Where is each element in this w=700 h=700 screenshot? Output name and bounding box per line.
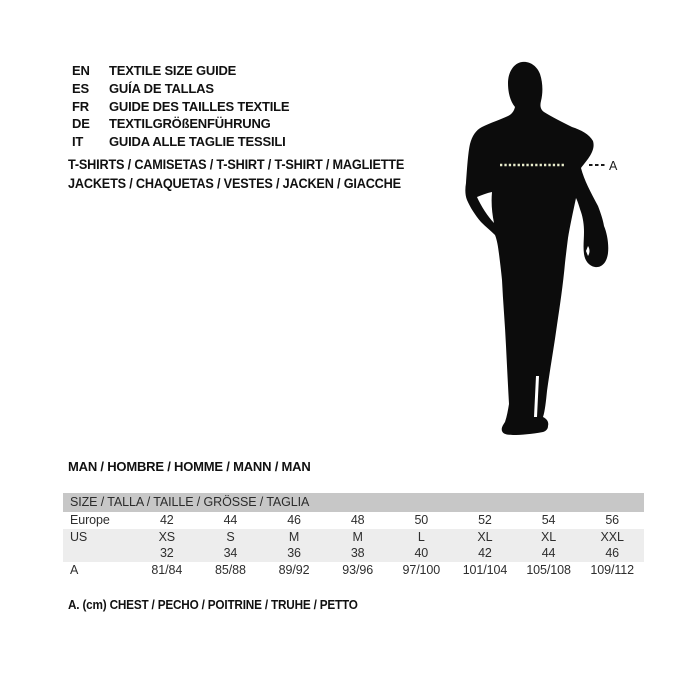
cell: 48	[350, 513, 365, 527]
language-code: EN	[72, 63, 90, 78]
language-label: GUÍA DE TALLAS	[109, 80, 214, 96]
man-silhouette	[465, 62, 608, 435]
cell: 89/92	[278, 562, 310, 577]
cell: 38	[350, 546, 365, 560]
cell: 42	[159, 513, 174, 527]
cell: L	[417, 529, 425, 544]
cell: XL	[541, 529, 557, 544]
section-title: MAN / HOMBRE / HOMME / MANN / MAN	[68, 459, 311, 474]
cell: 40	[414, 546, 429, 560]
size-table	[63, 493, 644, 578]
measurement-footnote	[68, 598, 376, 612]
language-code: IT	[72, 134, 84, 150]
language-label: TEXTILGRÖßENFÜHRUNG	[109, 116, 271, 132]
figure	[458, 56, 625, 446]
cell: XXL	[600, 529, 624, 544]
row-label: US	[70, 529, 88, 544]
language-code: FR	[72, 98, 89, 114]
language-label: TEXTILE SIZE GUIDE	[109, 63, 237, 78]
cell: 32	[159, 546, 174, 560]
table-row-us	[63, 529, 644, 546]
cell: 101/104	[462, 562, 508, 577]
cell: 109/112	[590, 562, 634, 577]
product-line-tshirts: T-SHIRTS / CAMISETAS / T-SHIRT / T-SHIRT / MAGLIETTE	[68, 157, 405, 172]
cell: 46	[605, 546, 620, 560]
cell: 36	[287, 546, 301, 560]
language-legend	[72, 64, 289, 149]
language-label: GUIDA ALLE TAGLIE TESSILI	[109, 134, 286, 150]
cell: 44	[223, 513, 238, 527]
cell: 42	[478, 546, 492, 560]
table-row-europe	[63, 512, 644, 529]
footnote-text: A. (cm) CHEST / PECHO / POITRINE / TRUHE / PETTO	[68, 598, 358, 612]
cell: 105/108	[526, 562, 571, 577]
size-table-header: SIZE / TALLA / TAILLE / GRÖSSE / TAGLIA	[63, 493, 644, 512]
cell: 56	[605, 513, 620, 527]
cell: 50	[414, 513, 429, 527]
row-label: Europe	[70, 513, 110, 527]
cell: XS	[158, 529, 176, 544]
cell: 44	[541, 546, 556, 560]
table-row-chest-cm	[63, 562, 644, 579]
cell: 46	[287, 513, 301, 527]
language-code: DE	[72, 116, 90, 132]
cell: 54	[541, 513, 556, 527]
measurement-label-a: A	[609, 159, 618, 173]
cell: 81/84	[151, 562, 183, 577]
cell: S	[226, 529, 235, 544]
language-label: GUIDE DES TAILLES TEXTILE	[109, 98, 290, 114]
cell: 34	[223, 546, 238, 560]
cell: M	[288, 529, 300, 544]
cell: 52	[478, 513, 492, 527]
cell: XL	[477, 529, 493, 544]
cell: M	[352, 529, 363, 544]
cell: 93/96	[342, 562, 374, 577]
row-label: A	[70, 562, 79, 577]
language-code: ES	[72, 80, 89, 96]
man-silhouette-figure	[458, 56, 625, 446]
cell: 97/100	[402, 562, 441, 577]
cell: 85/88	[215, 562, 246, 577]
table-row-us-numeric	[63, 545, 644, 562]
product-line-jackets: JACKETS / CHAQUETAS / VESTES / JACKEN / GIACCHE	[68, 175, 401, 191]
product-types	[68, 156, 426, 193]
